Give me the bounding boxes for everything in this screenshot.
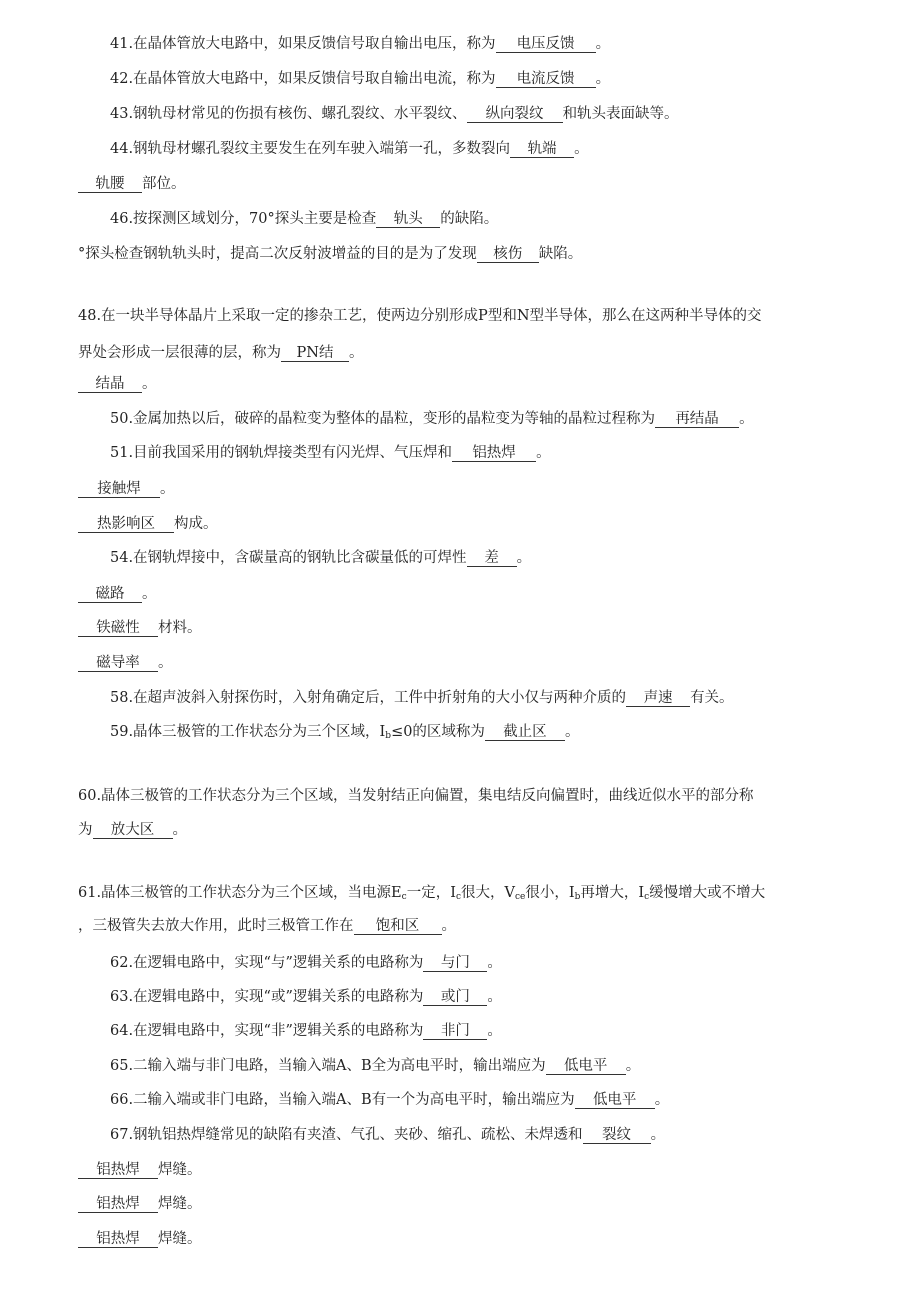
question-text: 44.钢轨母材螺孔裂纹主要发生在列车驶入端第一孔，多数裂向 [110, 141, 511, 157]
question-51 [110, 443, 551, 463]
question-text: 65.二输入端与非门电路，当输入端A、B全为高电平时，输出端应为 [110, 1058, 546, 1074]
question-suffix: 的缺陷。 [440, 211, 499, 227]
answer-blank: 电流反馈 [496, 71, 596, 88]
question-suffix: 。 [595, 36, 611, 52]
question-text: 界处会形成一层很薄的层，称为 [78, 345, 281, 361]
question-text-cont: 很小，I [525, 885, 575, 901]
question-text: 42.在晶体管放大电路中，如果反馈信号取自输出电流，称为 [110, 71, 496, 87]
question-suffix: 。 [574, 141, 589, 157]
question-text: 43.钢轨母材常见的伤损有核伤、螺孔裂纹、水平裂纹、 [110, 106, 467, 122]
question-text: 58.在超声波斜入射探伤时，入射角确定后，工件中折射角的大小仅与两种介质的 [110, 690, 627, 706]
question-text: 50.金属加热以后，破碎的晶粒变为整体的晶粒，变形的晶粒变为等轴的晶粒过程称为 [110, 411, 656, 427]
question-65 [110, 1056, 640, 1076]
question-45-fragment [78, 174, 186, 194]
answer-blank: 裂纹 [583, 1127, 651, 1144]
question-44 [110, 139, 589, 159]
question-suffix: 焊缝。 [158, 1231, 202, 1247]
question-text: 为 [78, 822, 93, 838]
question-text: 41.在晶体管放大电路中，如果反馈信号取自输出电压，称为 [110, 36, 496, 52]
question-52-fragment [78, 479, 175, 499]
question-62 [110, 953, 502, 973]
answer-blank: 轨端 [510, 141, 574, 158]
answer-blank: 低电平 [575, 1092, 655, 1109]
answer-blank: 磁路 [78, 586, 142, 603]
question-68-fragment [78, 1160, 202, 1180]
question-69-fragment [78, 1194, 202, 1214]
question-59 [110, 722, 579, 742]
answer-blank: 铝热焊 [78, 1231, 158, 1248]
question-46 [110, 209, 498, 229]
question-60 [78, 786, 754, 806]
question-56-fragment [78, 618, 202, 638]
answer-blank: 截止区 [485, 724, 565, 741]
question-text: 59.晶体三极管的工作状态分为三个区域，I [110, 724, 386, 740]
question-text: 63.在逻辑电路中，实现“或”逻辑关系的电路称为 [110, 989, 424, 1005]
answer-blank: 纵向裂纹 [467, 106, 563, 123]
question-text: 51.目前我国采用的钢轨焊接类型有闪光焊、气压焊和 [110, 445, 453, 461]
question-48 [78, 306, 762, 326]
answer-blank: 铝热焊 [78, 1196, 158, 1213]
question-text-cont: ≤0的区域称为 [391, 724, 485, 740]
question-text: 46.按探测区域划分，70°探头主要是检查 [110, 211, 377, 227]
answer-blank: 低电平 [546, 1058, 626, 1075]
question-suffix: 部位。 [142, 176, 186, 192]
question-suffix: 。 [739, 411, 754, 427]
question-text: 67.钢轨铝热焊缝常见的缺陷有夹渣、气孔、夹砂、缩孔、疏松、未焊透和 [110, 1127, 583, 1143]
question-48-cont [78, 343, 364, 363]
answer-blank: 电压反馈 [496, 36, 596, 53]
question-text: 64.在逻辑电路中，实现“非”逻辑关系的电路称为 [110, 1023, 424, 1039]
question-suffix: 。 [487, 955, 502, 971]
question-suffix: 有关。 [690, 690, 734, 706]
question-suffix: 。 [564, 724, 580, 740]
question-60-cont [78, 820, 187, 840]
question-suffix: 。 [158, 655, 173, 671]
answer-blank: 轨头 [376, 211, 440, 228]
question-suffix: 构成。 [174, 516, 218, 532]
question-42 [110, 69, 610, 89]
question-suffix: 。 [142, 586, 157, 602]
question-suffix: 。 [441, 918, 456, 934]
question-suffix: 。 [487, 1023, 502, 1039]
question-suffix: 。 [487, 989, 502, 1005]
question-67 [110, 1125, 665, 1145]
question-suffix: 和轨头表面缺等。 [562, 106, 679, 122]
question-64 [110, 1021, 502, 1041]
question-suffix: 焊缝。 [158, 1162, 202, 1178]
question-53-fragment [78, 514, 218, 534]
question-50 [110, 409, 754, 429]
question-suffix: 。 [654, 1092, 670, 1108]
question-suffix: 。 [349, 345, 364, 361]
question-43 [110, 104, 679, 124]
answer-blank: 或门 [423, 989, 487, 1006]
subscript: ce [514, 892, 526, 902]
question-61-cont [78, 916, 456, 936]
subscript: c [644, 892, 650, 902]
answer-blank: 非门 [423, 1023, 487, 1040]
question-49-fragment [78, 374, 157, 394]
question-text: 60.晶体三极管的工作状态分为三个区域，当发射结正向偏置，集电结反向偏置时，曲线近似水平的部分称 [78, 788, 754, 804]
question-text: 66.二输入端或非门电路，当输入端A、B有一个为高电平时，输出端应为 [110, 1092, 575, 1108]
question-suffix: 焊缝。 [158, 1196, 202, 1212]
question-text: 54.在钢轨焊接中，含碳量高的钢轨比含碳量低的可焊性 [110, 550, 467, 566]
question-suffix: 。 [625, 1058, 641, 1074]
question-text: °探头检查钢轨轨头时，提高二次反射波增益的目的是为了发现 [78, 246, 477, 262]
question-63 [110, 987, 502, 1007]
question-text: ，三极管失去放大作用，此时三极管工作在 [78, 918, 354, 934]
subscript: c [455, 892, 461, 902]
answer-blank: 再结晶 [655, 411, 739, 428]
answer-blank: 核伤 [477, 246, 539, 263]
question-text: 61.晶体三极管的工作状态分为三个区域，当电源E [78, 885, 402, 901]
answer-blank: 接触焊 [78, 481, 160, 498]
answer-blank: 磁导率 [78, 655, 158, 672]
subscript: b [574, 892, 581, 902]
question-suffix: 。 [172, 822, 187, 838]
answer-blank: 与门 [423, 955, 487, 972]
answer-blank: 铝热焊 [452, 445, 536, 462]
question-suffix: 。 [595, 71, 611, 87]
question-47-fragment [78, 244, 582, 264]
answer-blank: 饱和区 [354, 918, 442, 935]
question-66 [110, 1090, 669, 1110]
question-text: 48.在一块半导体晶片上采取一定的掺杂工艺，使两边分别形成P型和N型半导体，那么在这两种半导体的交 [78, 308, 762, 324]
question-57-fragment [78, 653, 173, 673]
question-54 [110, 548, 531, 568]
question-61 [78, 883, 765, 903]
question-suffix: 。 [536, 445, 551, 461]
subscript: c [401, 892, 407, 902]
question-text-cont: 再增大，I [580, 885, 645, 901]
question-41 [110, 34, 610, 54]
subscript: b [385, 731, 392, 741]
answer-blank: 差 [467, 550, 517, 567]
question-suffix: 。 [516, 550, 532, 566]
question-text: 62.在逻辑电路中，实现“与”逻辑关系的电路称为 [110, 955, 424, 971]
answer-blank: 铝热焊 [78, 1162, 158, 1179]
question-58 [110, 688, 734, 708]
question-text-cont: 一定，I [406, 885, 456, 901]
answer-blank: 放大区 [93, 822, 173, 839]
question-suffix: 。 [142, 376, 157, 392]
answer-blank: PN结 [281, 345, 349, 362]
answer-blank: 铁磁性 [78, 620, 158, 637]
question-suffix: 。 [160, 481, 175, 497]
question-suffix: 材料。 [158, 620, 202, 636]
question-55-fragment [78, 584, 157, 604]
answer-blank: 轨腰 [78, 176, 142, 193]
question-text-cont: 很大，V [460, 885, 515, 901]
answer-blank: 热影响区 [78, 516, 174, 533]
answer-blank: 结晶 [78, 376, 142, 393]
question-70-fragment [78, 1229, 202, 1249]
question-suffix: 缺陷。 [538, 246, 583, 262]
answer-blank: 声速 [626, 690, 690, 707]
question-suffix: 。 [650, 1127, 666, 1143]
question-text-cont: 缓慢增大或不增大 [649, 885, 766, 901]
